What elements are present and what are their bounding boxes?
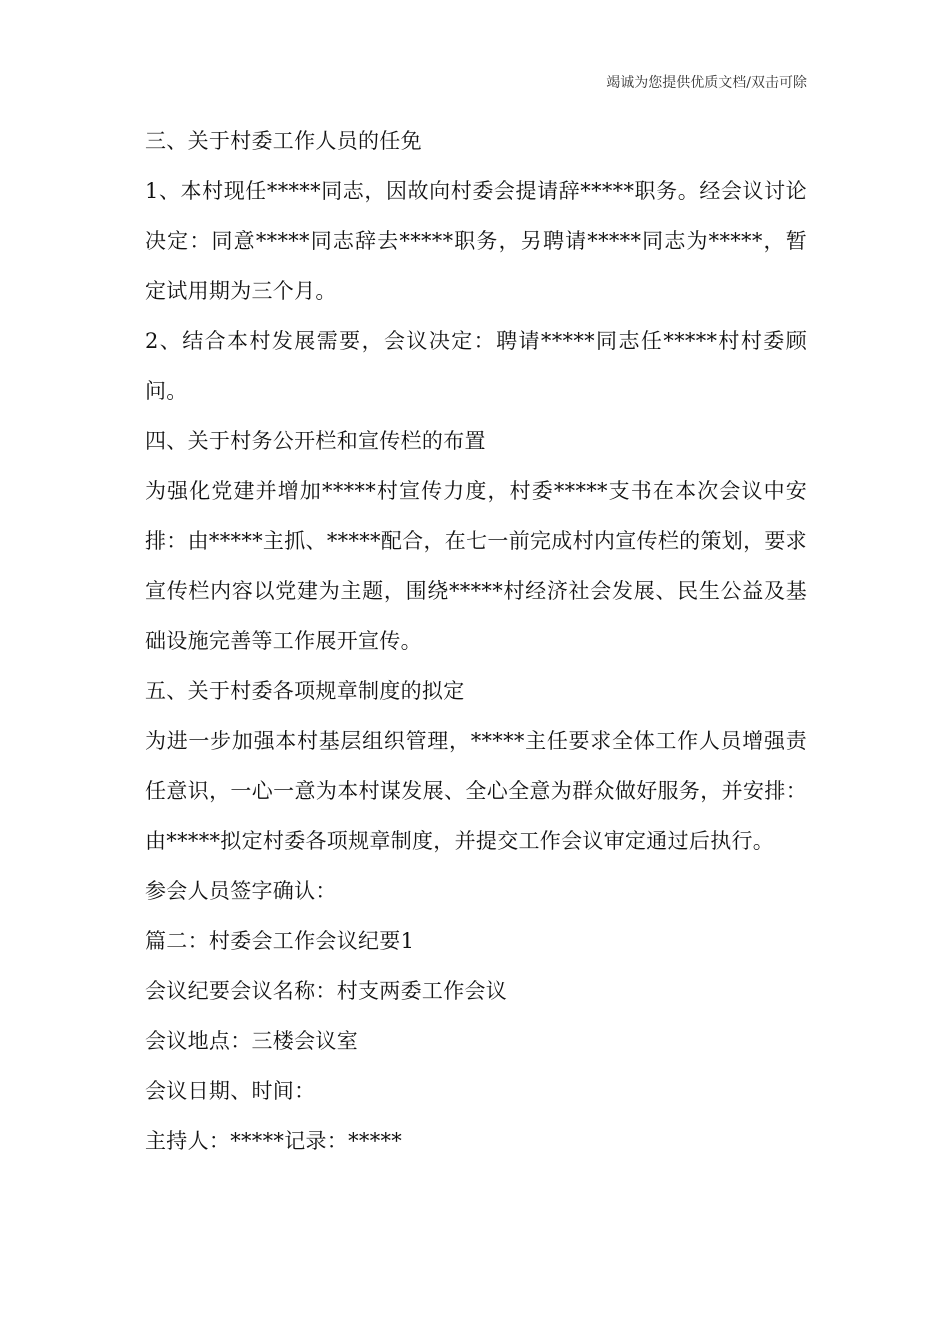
- meeting-location: 会议地点：三楼会议室: [145, 1029, 358, 1053]
- chapter-title: 篇二：村委会工作会议纪要1: [145, 929, 415, 953]
- header-note: 竭诚为您提供优质文档/双击可除: [606, 75, 807, 91]
- document-body: [145, 116, 807, 1166]
- signature-line: 参会人员签字确认：: [145, 879, 337, 903]
- section-heading-rules: 五、关于村委各项规章制度的拟定: [145, 679, 465, 703]
- section-heading-bulletin: 四、关于村务公开栏和宣传栏的布置: [145, 429, 486, 453]
- meeting-datetime: 会议日期、时间：: [145, 1079, 316, 1103]
- host-recorder: 主持人：*****记录：*****: [145, 1129, 403, 1153]
- paragraph-rules: 为进一步加强本村基层组织管理，*****主任要求全体工作人员增强责任意识，一心一意为本村谋发展、全心全意为群众做好服务，并安排：由*****拟定村委各项规章制度，并提交工作会议审定通过后执行。: [145, 729, 807, 853]
- section-heading-appointment: 三、关于村委工作人员的任免: [145, 129, 422, 153]
- meeting-name: 会议纪要会议名称：村支两委工作会议: [145, 979, 508, 1003]
- paragraph-item-1: 1、本村现任*****同志，因故向村委会提请辞*****职务。经会议讨论决定：同意*****同志辞去*****职务，另聘请*****同志为*****，暂定试用期为三个月。: [145, 179, 807, 303]
- paragraph-item-2: 2、结合本村发展需要，会议决定：聘请*****同志任*****村村委顾问。: [145, 329, 807, 403]
- paragraph-bulletin: 为强化党建并增加*****村宣传力度，村委*****支书在本次会议中安排：由*****主抓、*****配合，在七一前完成村内宣传栏的策划，要求宣传栏内容以党建为主题，围绕*****村经济社会发展、民生公益及基础设施完善等工作展开宣传。: [145, 479, 807, 653]
